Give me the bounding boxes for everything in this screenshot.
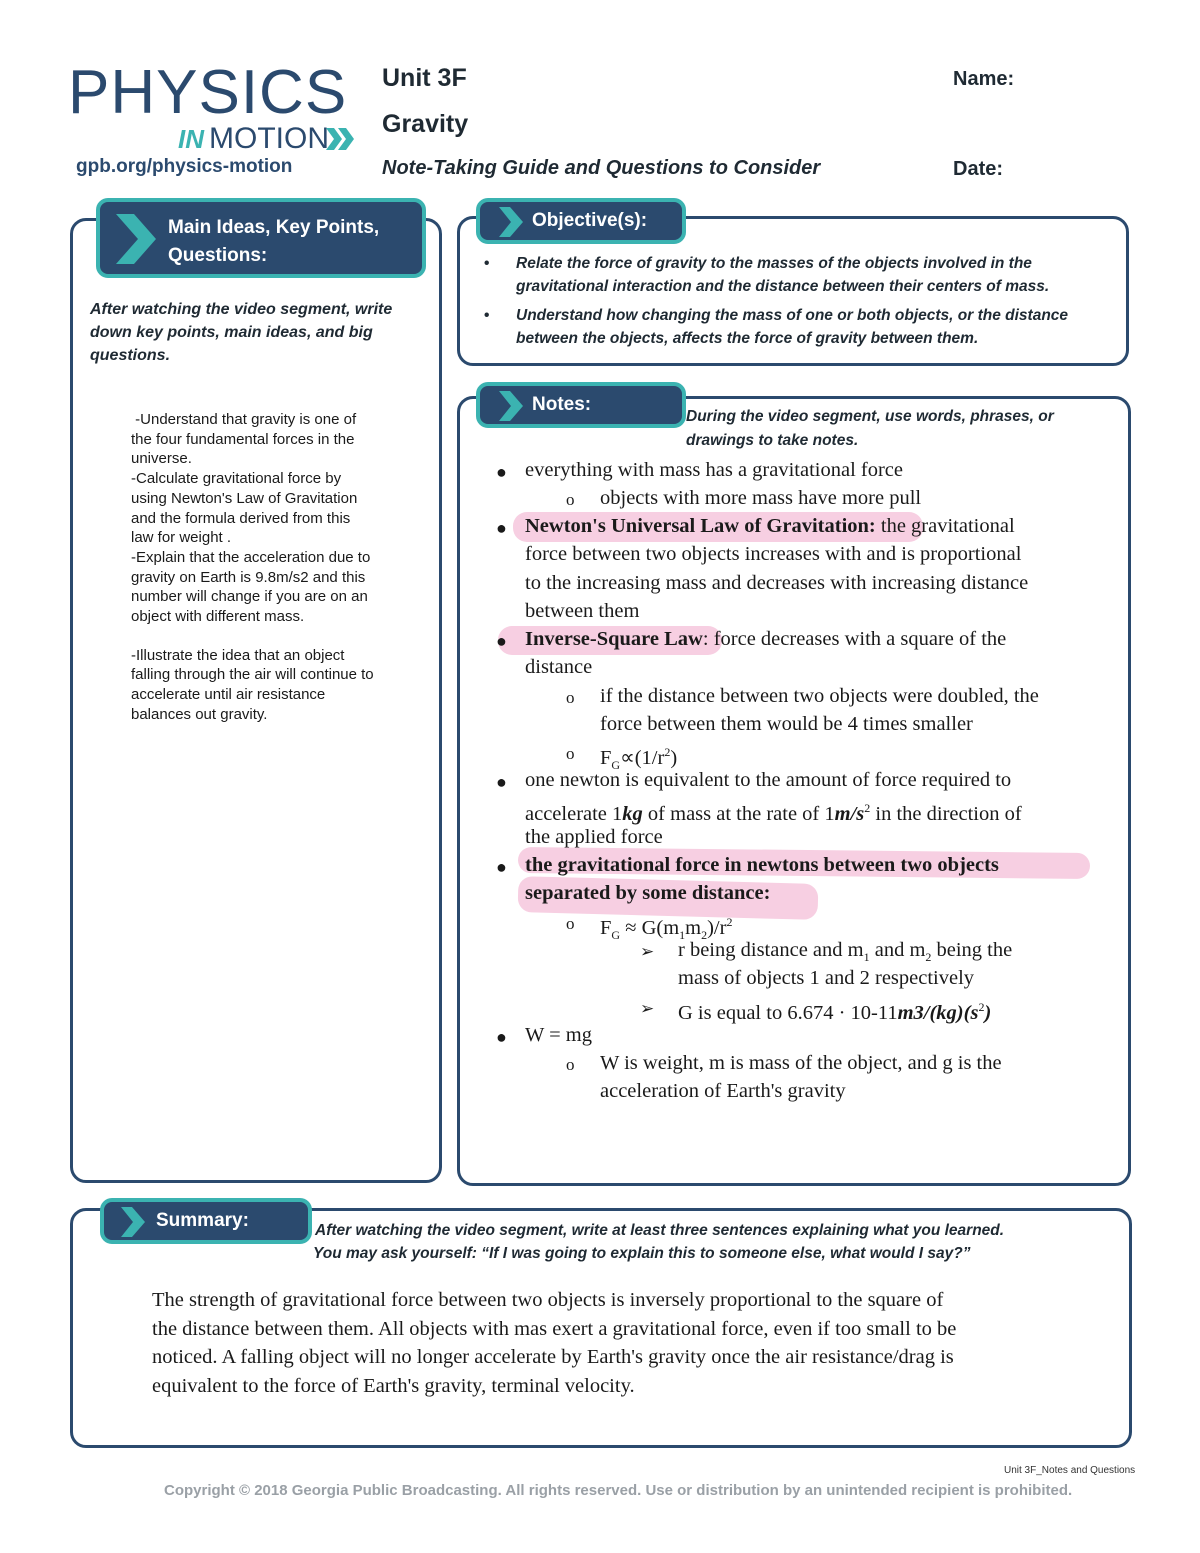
note-text: accelerate 1 (525, 802, 623, 825)
note-line: mass of objects 1 and 2 respectively (678, 967, 975, 989)
formula-sub: 1 (679, 927, 686, 942)
main-ideas-line: balances out gravity. (131, 705, 268, 723)
summary-line: The strength of gravitational force between two objects is inversely proportional to the square of (152, 1289, 944, 1311)
note-text: G is equal to 6.674 · 10-11 (678, 1001, 898, 1024)
circle-bullet-icon: o (566, 688, 575, 707)
chevron-right-icon (498, 390, 524, 422)
logo-wordmark-physics: PHYSICS (68, 58, 348, 127)
formula-sub: 1 (863, 950, 870, 965)
note-line: objects with more mass have more pull (600, 487, 922, 509)
chevron-right-icon (498, 206, 524, 238)
note-line: to the increasing mass and decreases with increasing distance (525, 572, 1029, 594)
main-ideas-line: falling through the air will continue to (131, 666, 374, 684)
name-label: Name: (953, 68, 1015, 90)
main-ideas-tab-line2: Questions: (168, 245, 268, 266)
objectives-list (480, 252, 1120, 356)
unit-expression: ) (984, 1001, 992, 1024)
main-ideas-line: gravity on Earth is 9.8m/s2 and this (131, 568, 366, 586)
chevron-right-icon (120, 1206, 146, 1238)
formula-sup: 2 (664, 745, 671, 759)
summary-tab (100, 1198, 312, 1244)
main-ideas-tab (96, 198, 426, 278)
formula-part: F (600, 746, 612, 769)
note-line (678, 993, 991, 1027)
main-ideas-instruction: After watching the video segment, write down key points, main ideas, and big questions. (90, 301, 393, 364)
formula-part: ) (670, 746, 678, 769)
main-ideas-line: the four fundamental forces in the (131, 430, 355, 448)
logo-chevrons-icon (326, 126, 356, 152)
bullet-icon: ● (496, 462, 507, 482)
unit-kg: kg (622, 802, 643, 825)
notes-instruction-line: During the video segment, use words, phrases, or (686, 408, 1054, 425)
note-line (525, 625, 1006, 653)
notes-tab-label: Notes: (532, 394, 592, 415)
summary-line: the distance between them. All objects with mas exert a gravitational force, even if too small to be (152, 1317, 957, 1340)
bullet-icon: ● (496, 518, 507, 538)
bullet-icon: ● (496, 857, 507, 877)
main-ideas-line: universe. (131, 450, 192, 468)
notes-tab (476, 382, 686, 428)
notes-instruction-line: drawings to take notes. (686, 432, 859, 449)
bullet-icon: ● (496, 631, 507, 651)
circle-bullet-icon: o (566, 744, 575, 763)
formula-part: ≈ G(m (620, 916, 680, 939)
bullet-icon: ● (496, 1027, 507, 1047)
formula-sub: 2 (925, 950, 932, 965)
topic-title: Gravity (382, 110, 469, 138)
note-line: W = mg (525, 1024, 592, 1046)
note-line: force between them would be 4 times smaller (600, 713, 973, 735)
notes-instruction (686, 405, 1054, 453)
logo-wordmark-motion: MOTION (209, 122, 329, 155)
summary-text (152, 1286, 1112, 1401)
formula-part: )/r (707, 916, 727, 939)
summary-instruction (315, 1219, 1004, 1265)
main-ideas-line: -Understand that gravity is one of (131, 411, 357, 428)
objectives-tab (476, 198, 686, 244)
formula-sub: G (611, 927, 621, 942)
main-ideas-line: law for weight . (131, 529, 232, 547)
copyright-notice: Copyright © 2018 Georgia Public Broadcasting. All rights reserved. Use or distribution by an unintended recipient is prohibited. (164, 1482, 1073, 1499)
bullet-icon: ● (496, 772, 507, 792)
note-line: separated by some distance: (525, 882, 771, 904)
note-line: between them (525, 600, 640, 622)
unit-ms: m/s (834, 802, 865, 825)
note-text: and m (869, 939, 926, 961)
main-ideas-line: -Illustrate the idea that an object (131, 646, 345, 664)
note-line: everything with mass has a gravitational force (525, 459, 903, 481)
main-ideas-line: -Calculate gravitational force by (131, 470, 342, 488)
main-ideas-line: and the formula derived from this (131, 509, 351, 527)
formula-sub: G (611, 757, 621, 772)
main-ideas-line: number will change if you are on an (131, 588, 368, 606)
main-ideas-tab-line1: Main Ideas, Key Points, (168, 217, 380, 238)
note-line: if the distance between two objects were doubled, the (600, 685, 1039, 707)
note-line: acceleration of Earth's gravity (600, 1080, 846, 1102)
logo-url: gpb.org/physics-motion (76, 156, 293, 177)
note-line: W is weight, m is mass of the object, and g is the (600, 1052, 1002, 1074)
page-subtitle: Note-Taking Guide and Questions to Consider (382, 157, 821, 179)
circle-bullet-icon: o (566, 1055, 575, 1074)
note-line: one newton is equivalent to the amount of force required to (525, 769, 1012, 791)
objectives-tab-label: Objective(s): (532, 210, 648, 231)
summary-instruction-line: After watching the video segment, write at least three sentences explaining what you learned. (315, 1222, 1005, 1239)
main-ideas-line: -Explain that the acceleration due to (131, 548, 371, 566)
formula-sub: 2 (701, 927, 708, 942)
formula-sup: 2 (726, 915, 733, 929)
unit-expression: m3/(kg)(s (897, 1001, 979, 1024)
summary-tab-label: Summary: (156, 1210, 249, 1231)
date-label: Date: (953, 158, 1004, 180)
arrow-bullet-icon: ➢ (640, 942, 655, 961)
objective-item: • Understand how changing the mass of one or both objects, or the distance between the objects, affects the force of gravity between them. (484, 307, 1069, 347)
note-text: the gravitational (875, 515, 1015, 537)
summary-instruction-line: You may ask yourself: “If I was going to explain this to someone else, what would I say?” (313, 1245, 971, 1262)
note-text: being the (931, 939, 1013, 961)
note-line: the applied force (525, 826, 663, 848)
note-text: r being distance and m (678, 939, 864, 961)
note-line: the gravitational force in newtons between two objects (525, 854, 999, 876)
circle-bullet-icon: o (566, 914, 575, 933)
arrow-bullet-icon: ➢ (640, 999, 655, 1018)
note-term: Newton's Universal Law of Gravitation: (525, 515, 876, 537)
main-ideas-line: using Newton's Law of Gravitation (131, 489, 358, 507)
objective-text: Understand how changing the mass of one or both objects, or the distance between the objects, affects the force of gravity between them. (516, 307, 1069, 347)
formula-part: m (685, 916, 702, 939)
note-line: force between two objects increases with and is proportional (525, 543, 1022, 565)
note-text: in the direction of (870, 802, 1022, 825)
objective-item: • Relate the force of gravity to the masses of the objects involved in the gravitational interaction and the distance between their centers of mass. (484, 255, 1050, 295)
main-ideas-line: accelerate until air resistance (131, 686, 326, 704)
formula-sup: 2 (864, 801, 871, 815)
note-text: : force decreases with a square of the (702, 628, 1007, 650)
formula-part: ∝(1/r (620, 746, 665, 769)
summary-line: noticed. A falling object will no longer accelerate by Earth's gravity once the air resistance/drag is (152, 1346, 954, 1369)
document-label: Unit 3F_Notes and Questions (1004, 1465, 1136, 1476)
main-ideas-line: object with different mass. (131, 608, 305, 626)
note-line: distance (525, 656, 593, 678)
logo-wordmark-in: IN (178, 124, 204, 154)
objective-text: Relate the force of gravity to the masses of the objects involved in the gravitational interaction and the distance between their centers of mass. (516, 255, 1050, 295)
note-line (525, 512, 1015, 540)
unit-title: Unit 3F (382, 64, 467, 92)
formula-part: F (600, 916, 612, 939)
note-term: Inverse-Square Law (525, 628, 703, 650)
summary-line: equivalent to the force of Earth's gravity, terminal velocity. (152, 1375, 635, 1398)
chevron-right-icon (114, 212, 158, 266)
formula-sup: 2 (978, 1000, 985, 1014)
note-text: of mass at the rate of 1 (642, 802, 835, 825)
circle-bullet-icon: o (566, 490, 575, 509)
physics-in-motion-logo (68, 58, 358, 182)
main-ideas-list (131, 410, 431, 725)
